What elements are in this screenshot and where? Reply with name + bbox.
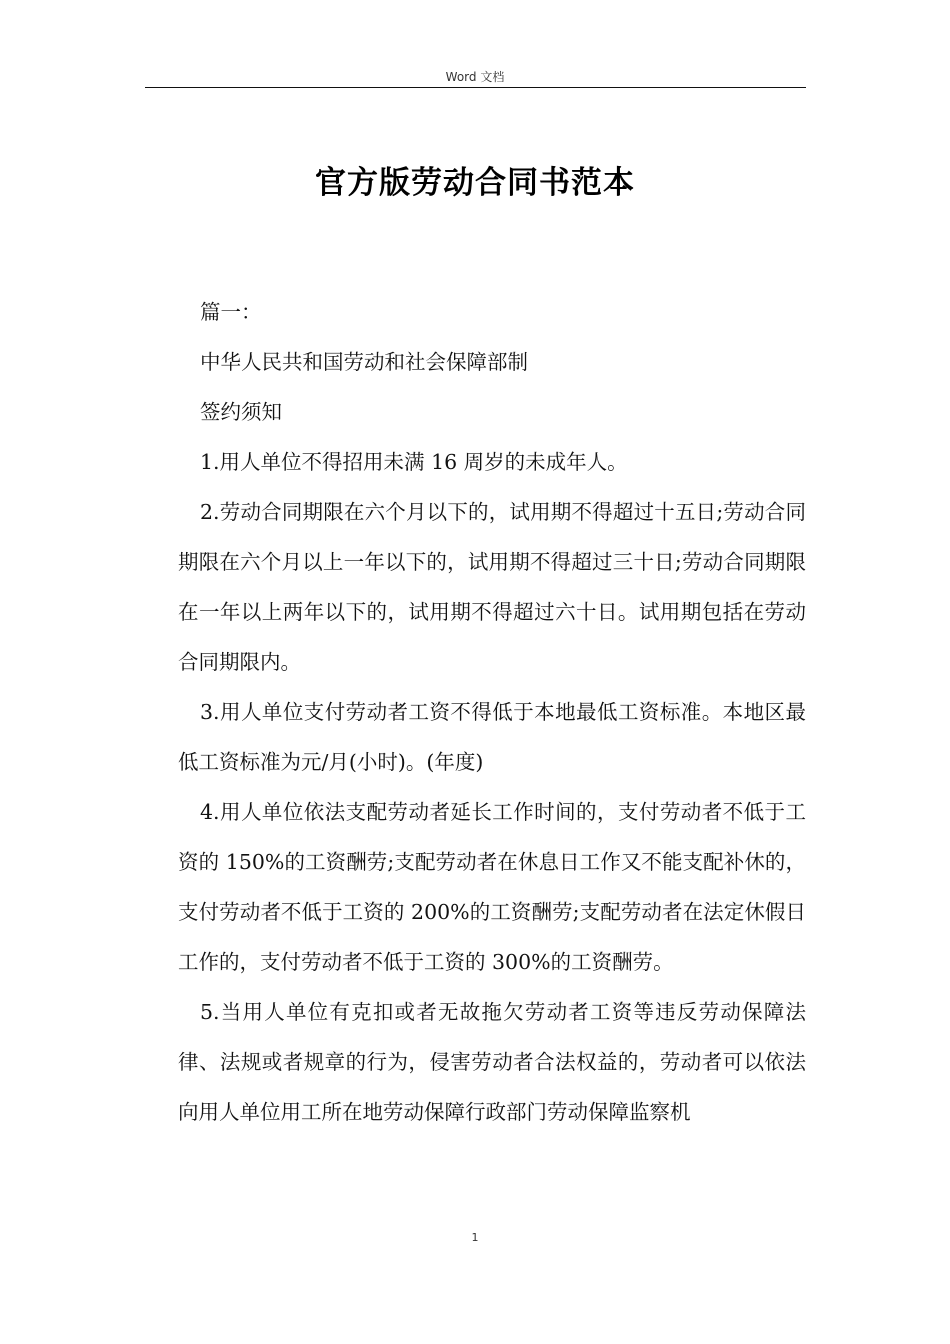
document-title: 官方版劳动合同书范本 — [315, 165, 635, 201]
header-divider — [145, 87, 806, 88]
clause-5: 5.当用人单位有克扣或者无故拖欠劳动者工资等违反劳动保障法律、法规或者规章的行为，侵害劳动者合法权益的，劳动者可以依法向用人单位用工所在地劳动保障行政部门劳动保障监察机 — [178, 1000, 806, 1124]
clause-2: 2.劳动合同期限在六个月以下的，试用期不得超过十五日;劳动合同期限在六个月以上一年以下的，试用期不得超过三十日;劳动合同期限在一年以上两年以下的，试用期不得超过六十日。试用期包括在劳动合同期限内。 — [178, 500, 806, 674]
section-label: 篇一： — [200, 300, 262, 324]
clause-1: 1.用人单位不得招用未满 16 周岁的未成年人。 — [200, 450, 628, 474]
notice-heading: 签约须知 — [200, 400, 282, 424]
issuer-line: 中华人民共和国劳动和社会保障部制 — [200, 350, 528, 374]
page-number: 1 — [471, 1231, 479, 1244]
clause-3: 3.用人单位支付劳动者工资不得低于本地最低工资标准。本地区最低工资标准为元/月(小时)。(年度) — [178, 700, 806, 774]
document-body — [178, 287, 806, 1137]
page-header: Word 文档 — [445, 70, 505, 84]
clause-4: 4.用人单位依法支配劳动者延长工作时间的，支付劳动者不低于工资的 150%的工资酬劳;支配劳动者在休息日工作又不能支配补休的，支付劳动者不低于工资的 200%的工资酬劳;支配劳动者在法定休假日工作的，支付劳动者不低于工资的 300%的工资酬劳。 — [178, 800, 806, 974]
